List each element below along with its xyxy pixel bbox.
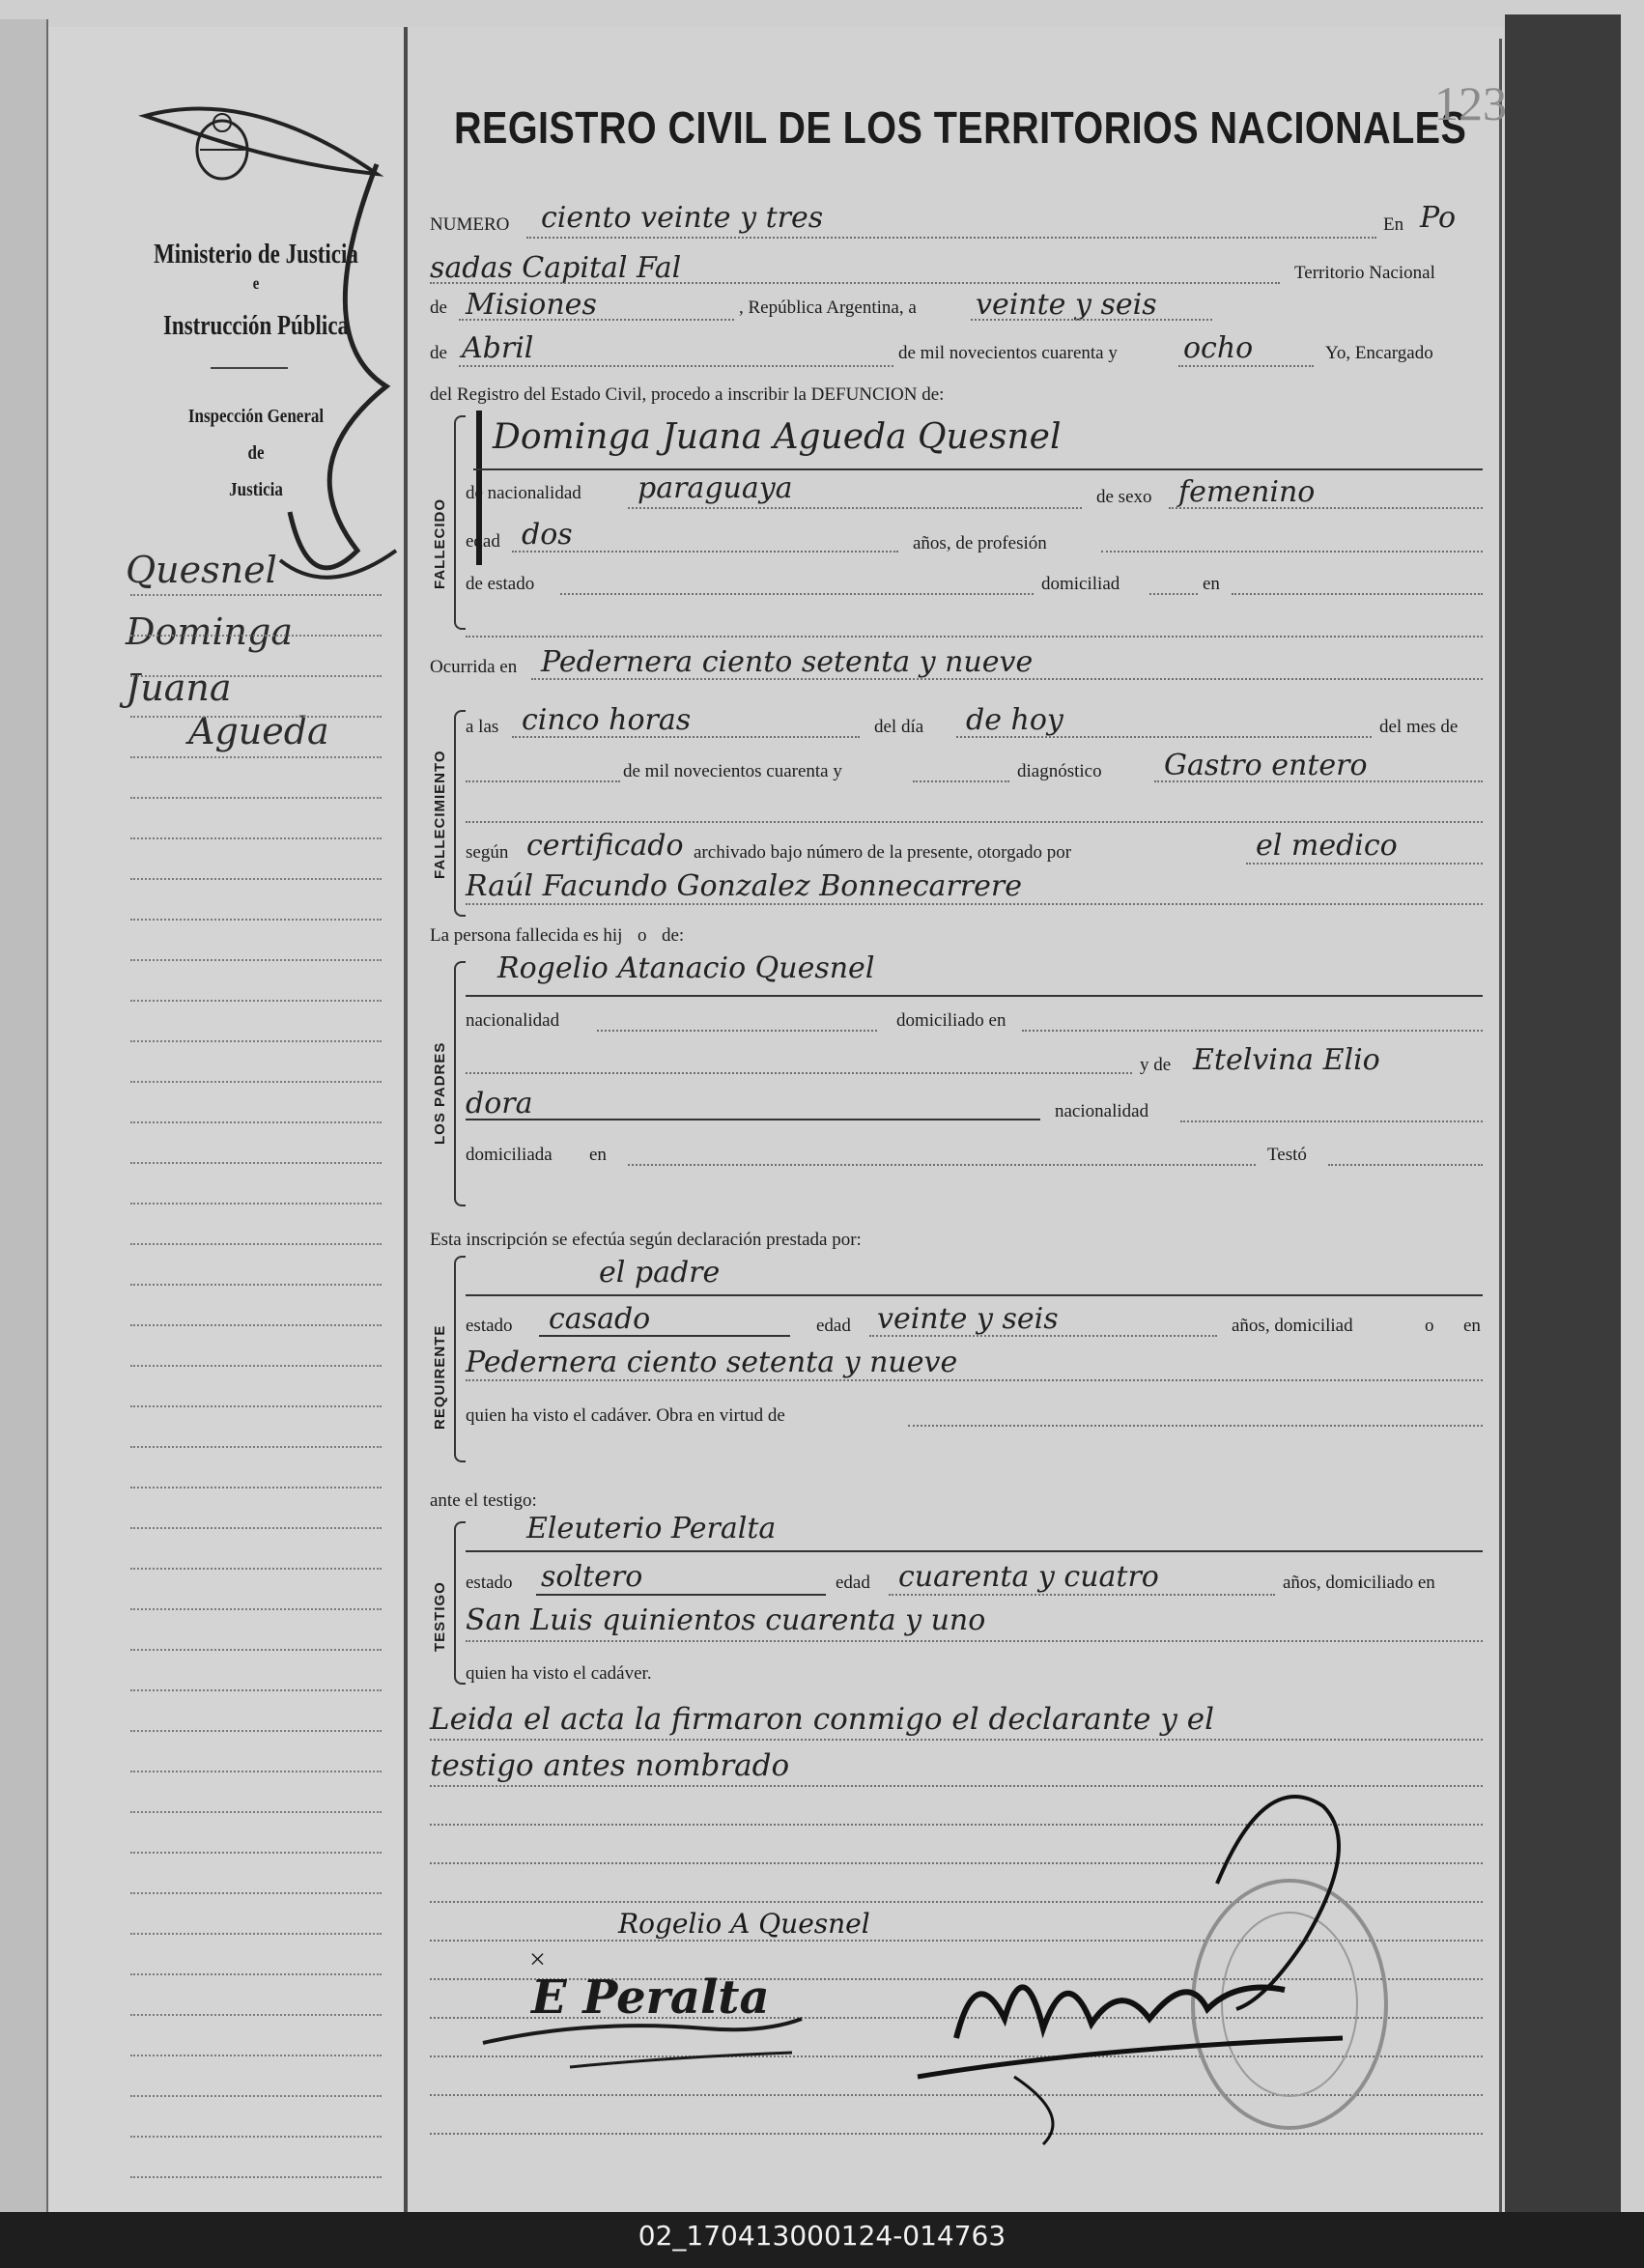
procedo-label: del Registro del Estado Civil, procedo a inscribir la DEFUNCION de:	[430, 384, 945, 405]
testigo-anos-label: años, domiciliado en	[1283, 1573, 1435, 1593]
testigo-estado-line	[536, 1594, 826, 1596]
madre-nacionalidad-label: nacionalidad	[1055, 1101, 1149, 1121]
fallecido-bracket	[454, 415, 466, 630]
territory-line	[459, 319, 734, 321]
anio-label: de mil novecientos cuarenta y	[623, 761, 842, 781]
registrar-signature-icon	[898, 1787, 1439, 2154]
hijo-label: La persona fallecida es hij	[430, 925, 623, 946]
stub-rule	[130, 2055, 382, 2056]
domiciliado-suffix-line	[1149, 593, 1198, 595]
stub-inspection-line1: Inspección General	[187, 406, 325, 427]
y-de-label: y de	[1140, 1055, 1172, 1075]
closing-line-2: testigo antes nombrado	[430, 1748, 790, 1783]
stub-rule	[130, 1811, 382, 1813]
encargado-label: Yo, Encargado	[1325, 343, 1433, 363]
del-mes-label: del mes de	[1379, 717, 1459, 737]
edad-label: edad	[466, 531, 500, 552]
sexo-value: femenino	[1178, 475, 1316, 509]
diagnostico-label: diagnóstico	[1017, 761, 1102, 781]
de2-label: de	[430, 343, 447, 363]
witness-signature: E Peralta	[531, 1970, 770, 2025]
madre-nacionalidad-line	[1180, 1120, 1483, 1122]
testigo-name: Eleuterio Peralta	[526, 1512, 777, 1545]
stub-rule	[130, 2014, 382, 2016]
requirente-visto-label: quien ha visto el cadáver. Obra en virtud de	[466, 1405, 785, 1426]
fallecido-en-line	[1232, 593, 1483, 595]
dia-line	[956, 736, 1372, 738]
requirente-edad-line	[869, 1335, 1217, 1337]
numero-line	[526, 237, 1376, 239]
stub-rule	[130, 1446, 382, 1448]
requirente-side-label: REQUIRENTE	[432, 1324, 448, 1430]
stub-rule	[130, 1973, 382, 1975]
stub-rule	[130, 1771, 382, 1772]
del-dia-label: del día	[874, 717, 924, 737]
year-line	[1178, 365, 1314, 367]
stub-name-surname: Quesnel	[126, 549, 277, 591]
stub-rule	[130, 1689, 382, 1691]
estado-line	[560, 593, 1034, 595]
stub-rule	[130, 959, 382, 961]
madre-name-line	[466, 1119, 1040, 1120]
diagnostico-line	[1154, 780, 1483, 782]
requirente-anos-label: años, domiciliad	[1232, 1316, 1353, 1336]
hijo-de-label: de:	[662, 925, 685, 946]
stub-rule	[130, 1243, 382, 1245]
stub-rule	[130, 1730, 382, 1732]
dia-value: de hoy	[966, 703, 1063, 737]
estado-label: de estado	[466, 574, 535, 594]
fallecimiento-extra-line	[466, 821, 1483, 823]
day-value: veinte y seis	[976, 288, 1157, 322]
national-seal-icon	[179, 101, 266, 188]
domiciliada-label: domiciliada	[466, 1145, 553, 1165]
anio-line	[913, 780, 1009, 782]
archivado-label: archivado bajo número de la presente, otorgado por	[694, 842, 1072, 863]
stub-rule	[130, 1933, 382, 1935]
stub-name-first: Dominga	[126, 610, 293, 653]
numero-label: NUMERO	[430, 214, 510, 235]
padres-bracket	[454, 961, 466, 1206]
medico-value: Raúl Facundo Gonzalez Bonnecarrere	[466, 869, 1022, 903]
testigo-name-line	[466, 1550, 1483, 1552]
fallecido-name-line	[473, 468, 1483, 470]
stub-rule	[130, 2136, 382, 2138]
requirente-domicilio-line	[466, 1379, 1483, 1381]
year-label: de mil novecientos cuarenta y	[898, 343, 1118, 363]
testigo-visto-label: quien ha visto el cadáver.	[466, 1663, 652, 1684]
requirente-domicilio-value: Pedernera ciento setenta y nueve	[466, 1346, 958, 1379]
mes-line	[466, 780, 620, 782]
madre-name-part2: dora	[466, 1087, 533, 1120]
requirente-edad-value: veinte y seis	[877, 1302, 1059, 1336]
anos-profesion-label: años, de profesión	[913, 533, 1047, 553]
stub-scribble	[270, 145, 415, 609]
stub-rule	[130, 635, 382, 637]
stub-rule	[130, 594, 382, 596]
requirente-estado-value: casado	[549, 1302, 651, 1336]
testigo-intro: ante el testigo:	[430, 1490, 537, 1511]
fallecido-name: Dominga Juana Agueda Quesnel	[493, 417, 1062, 457]
cross-mark-icon: ×	[529, 1943, 546, 1975]
padre-name: Rogelio Atanacio Quesnel	[497, 951, 875, 985]
domiciliada-en-label: en	[589, 1145, 607, 1165]
stub-rule	[130, 2176, 382, 2178]
otorgado-line	[1246, 863, 1483, 865]
segun-value: certificado	[526, 829, 684, 863]
edad-value: dos	[522, 518, 573, 552]
stub-rule	[130, 756, 382, 758]
requirente-estado-line	[539, 1335, 790, 1337]
padres-side-label: LOS PADRES	[432, 1041, 448, 1145]
previous-page-edge	[0, 19, 48, 2212]
hora-value: cinco horas	[522, 703, 692, 737]
requirente-bracket	[454, 1256, 466, 1462]
stub-rule	[130, 1568, 382, 1570]
madre-name-part1: Etelvina Elio	[1193, 1043, 1380, 1077]
stub-rule	[130, 1365, 382, 1367]
stub-ministry-line3: Instrucción Pública	[162, 311, 349, 341]
day-line	[971, 319, 1212, 321]
stub-rule	[130, 1162, 382, 1164]
requirente-name-line	[466, 1294, 1483, 1296]
folio-number: 123	[1434, 76, 1507, 130]
stub-ministry-line2: e	[252, 273, 260, 293]
stub-rule	[130, 1324, 382, 1326]
requirente-estado-label: estado	[466, 1316, 513, 1336]
stub-rule	[130, 1000, 382, 1002]
territory-value: Misiones	[466, 288, 597, 322]
month-line	[459, 365, 893, 367]
stub-rule	[130, 1487, 382, 1488]
fallecido-en-label: en	[1203, 574, 1220, 594]
stub-rule	[130, 797, 382, 799]
testigo-estado-value: soltero	[541, 1560, 643, 1594]
stub-rule	[130, 1040, 382, 1042]
stub-rule	[130, 2095, 382, 2097]
stub-inspection-line2: de	[247, 442, 265, 464]
form-right-border	[1499, 39, 1502, 2212]
fallecido-nacionalidad-value: paraguaya	[638, 471, 793, 505]
otorgado-value: el medico	[1256, 829, 1398, 863]
edad-line	[512, 551, 898, 553]
stub-rule	[130, 1203, 382, 1205]
testigo-side-label: TESTIGO	[432, 1581, 448, 1652]
testigo-edad-label: edad	[836, 1573, 870, 1593]
testo-line	[1328, 1164, 1483, 1166]
ocurrida-label: Ocurrida en	[430, 657, 518, 677]
closing-line-1-rule	[430, 1739, 1483, 1741]
page-title: REGISTRO CIVIL DE LOS TERRITORIOS NACIONALES	[454, 102, 1467, 153]
domiciliado-label: domiciliad	[1041, 574, 1120, 594]
a-las-label: a las	[466, 717, 499, 737]
place-line	[430, 282, 1280, 284]
republica-label: , República Argentina, a	[739, 298, 917, 318]
ocurrida-value: Pedernera ciento setenta y nueve	[541, 645, 1034, 679]
diagnostico-value: Gastro entero	[1164, 749, 1368, 782]
testigo-edad-value: cuarenta y cuatro	[898, 1560, 1159, 1594]
requirente-visto-line	[908, 1425, 1483, 1427]
padre-domiciliado-label: domiciliado en	[896, 1010, 1006, 1031]
sexo-line	[1169, 507, 1483, 509]
stub-rule	[130, 1852, 382, 1854]
segun-label: según	[466, 842, 509, 863]
padre-nacionalidad-line	[597, 1030, 877, 1032]
de-label: de	[430, 298, 447, 318]
testigo-domicilio-value: San Luis quinientos cuarenta y uno	[466, 1603, 986, 1637]
fallecido-extra-line	[466, 636, 1483, 638]
hijo-suffix: o	[638, 925, 647, 946]
document-code: 02_170413000124-014763	[638, 2220, 1006, 2252]
closing-line-1: Leida el acta la firmaron conmigo el declarante y el	[430, 1702, 1214, 1737]
testigo-edad-line	[889, 1594, 1275, 1596]
stub-rule	[130, 1405, 382, 1407]
fallecido-nacionalidad-label: de nacionalidad	[466, 483, 581, 503]
stub-rule	[130, 878, 382, 880]
numero-value: ciento veinte y tres	[541, 201, 824, 235]
stub-rule	[130, 1284, 382, 1286]
en-label: En	[1383, 214, 1404, 235]
book-cover-edge	[1505, 14, 1621, 2212]
stub-rule	[130, 837, 382, 839]
fallecimiento-side-label: FALLECIMIENTO	[432, 750, 448, 879]
testigo-domicilio-line	[466, 1640, 1483, 1642]
stub-rule	[130, 1892, 382, 1894]
padre-nacionalidad-label: nacionalidad	[466, 1010, 560, 1031]
declarant-signature: Rogelio A Quesnel	[618, 1908, 870, 1940]
sexo-label: de sexo	[1096, 487, 1152, 507]
requirente-edad-label: edad	[816, 1316, 851, 1336]
testigo-bracket	[454, 1521, 466, 1685]
year-value: ocho	[1183, 331, 1254, 365]
stub-rule	[130, 1527, 382, 1529]
testo-label: Testó	[1267, 1145, 1307, 1165]
fallecido-side-label: FALLECIDO	[432, 498, 448, 589]
place-value: sadas Capital Fal	[430, 251, 682, 285]
profesion-line	[1101, 551, 1483, 553]
stub-name-third: Agueda	[188, 710, 329, 752]
en-value: Po	[1420, 201, 1457, 235]
nacionalidad-line	[628, 507, 1082, 509]
stub-rule	[130, 675, 382, 677]
stub-rule	[130, 1608, 382, 1610]
stub-rule	[130, 919, 382, 921]
padre-domicilio-line	[1022, 1030, 1483, 1032]
padre-extra-line	[466, 1072, 1132, 1074]
stub-ministry-line1: Ministerio de Justicia	[154, 240, 358, 269]
stub-rule	[130, 1649, 382, 1651]
fallecimiento-bracket	[454, 710, 466, 917]
hora-line	[512, 736, 860, 738]
stub-name-second: Juana	[126, 666, 232, 709]
month-value: Abril	[462, 331, 534, 365]
ocurrida-line	[531, 678, 1483, 680]
requirente-anos-suffix: o	[1425, 1316, 1434, 1336]
witness-signature-flourish	[473, 1961, 821, 2086]
padre-name-line	[466, 995, 1483, 997]
medico-line	[466, 903, 1483, 905]
requirente-name: el padre	[599, 1256, 721, 1290]
territorio-label: Territorio Nacional	[1294, 263, 1435, 283]
stub-inspection-line3: Justicia	[229, 479, 283, 500]
requirente-en-label: en	[1463, 1316, 1481, 1336]
stub-rule	[130, 716, 382, 718]
domiciliada-line	[628, 1164, 1256, 1166]
testigo-estado-label: estado	[466, 1573, 513, 1593]
requirente-intro: Esta inscripción se efectúa según declaración prestada por:	[430, 1230, 862, 1250]
stub-rule	[130, 1121, 382, 1123]
stub-rule	[130, 1081, 382, 1083]
